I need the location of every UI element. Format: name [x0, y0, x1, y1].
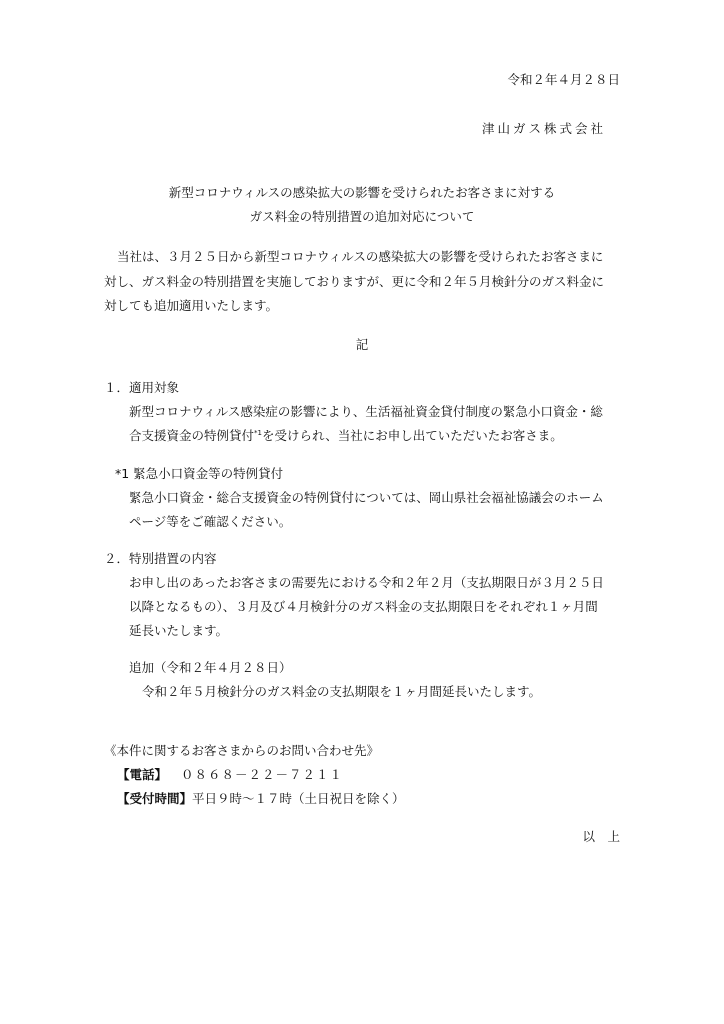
document-title-line-1: 新型コロナウィルスの感染拡大の影響を受けられたお客さまに対する — [168, 185, 556, 200]
contact-heading: 《本件に関するお客さまからのお問い合わせ先》 — [104, 743, 380, 758]
contact-phone-number: ０８６８－２２－７２１１ — [181, 767, 344, 782]
company-name: 津山ガス株式会社 — [481, 121, 606, 136]
section-2-line-3: 延長いたします。 — [129, 623, 229, 638]
footnote-heading: *1 緊急小口資金等の特例貸付 — [115, 466, 284, 481]
contact-phone-label: 【電話】 — [117, 767, 168, 782]
section-1-line-2-text-b: を受けられ、当社にお申し出ていただいたお客さま。 — [261, 428, 563, 443]
section-2-line-2: 以降となるもの）、３月及び４月検針分のガス料金の支払期限日をそれぞれ１ヶ月間 — [129, 599, 598, 614]
contact-hours-value: 平日９時～１７時（土日祝日を除く） — [192, 791, 405, 806]
footnote-line-1: 緊急小口資金・総合支援資金の特例貸付については、岡山県社会福祉協議会のホーム — [129, 490, 604, 505]
addition-line: 令和２年５月検針分のガス料金の支払期限を１ヶ月間延長いたします。 — [142, 684, 542, 699]
contact-hours-row — [117, 791, 405, 806]
intro-line-3: 対しても追加適用いたします。 — [104, 298, 279, 313]
ki-marker: 記 — [355, 337, 369, 352]
contact-hours-label: 【受付時間】 — [117, 791, 193, 806]
section-2-line-1: お申し出のあったお客さまの需要先における令和２年２月（支払期限日が３月２５日 — [129, 575, 604, 590]
intro-line-2: 対し、ガス料金の特別措置を実施しておりますが、更に令和２年５月検針分のガス料金に — [104, 274, 605, 289]
addition-heading: 追加（令和２年４月２８日） — [129, 660, 292, 675]
intro-line-1: 当社は、３月２５日から新型コロナウィルスの感染拡大の影響を受けられたお客さまに — [117, 249, 604, 264]
section-2-heading: ２．特別措置の内容 — [104, 551, 217, 566]
section-1-line-2-text-a: 合支援資金の特例貸付 — [129, 428, 255, 443]
section-1-heading: １．適用対象 — [104, 380, 180, 395]
document-date: 令和２年４月２８日 — [507, 72, 620, 87]
footnote-line-2: ページ等をご確認ください。 — [129, 514, 292, 529]
section-1-line-2 — [129, 428, 563, 443]
footnote-reference: *1 — [254, 429, 262, 437]
contact-phone-row — [117, 767, 343, 782]
closing-ijou: 以 上 — [582, 829, 620, 844]
section-1-line-1: 新型コロナウィルス感染症の影響により、生活福祉資金貸付制度の緊急小口資金・総 — [129, 404, 603, 419]
document-title-line-2: ガス料金の特別措置の追加対応について — [249, 209, 475, 224]
